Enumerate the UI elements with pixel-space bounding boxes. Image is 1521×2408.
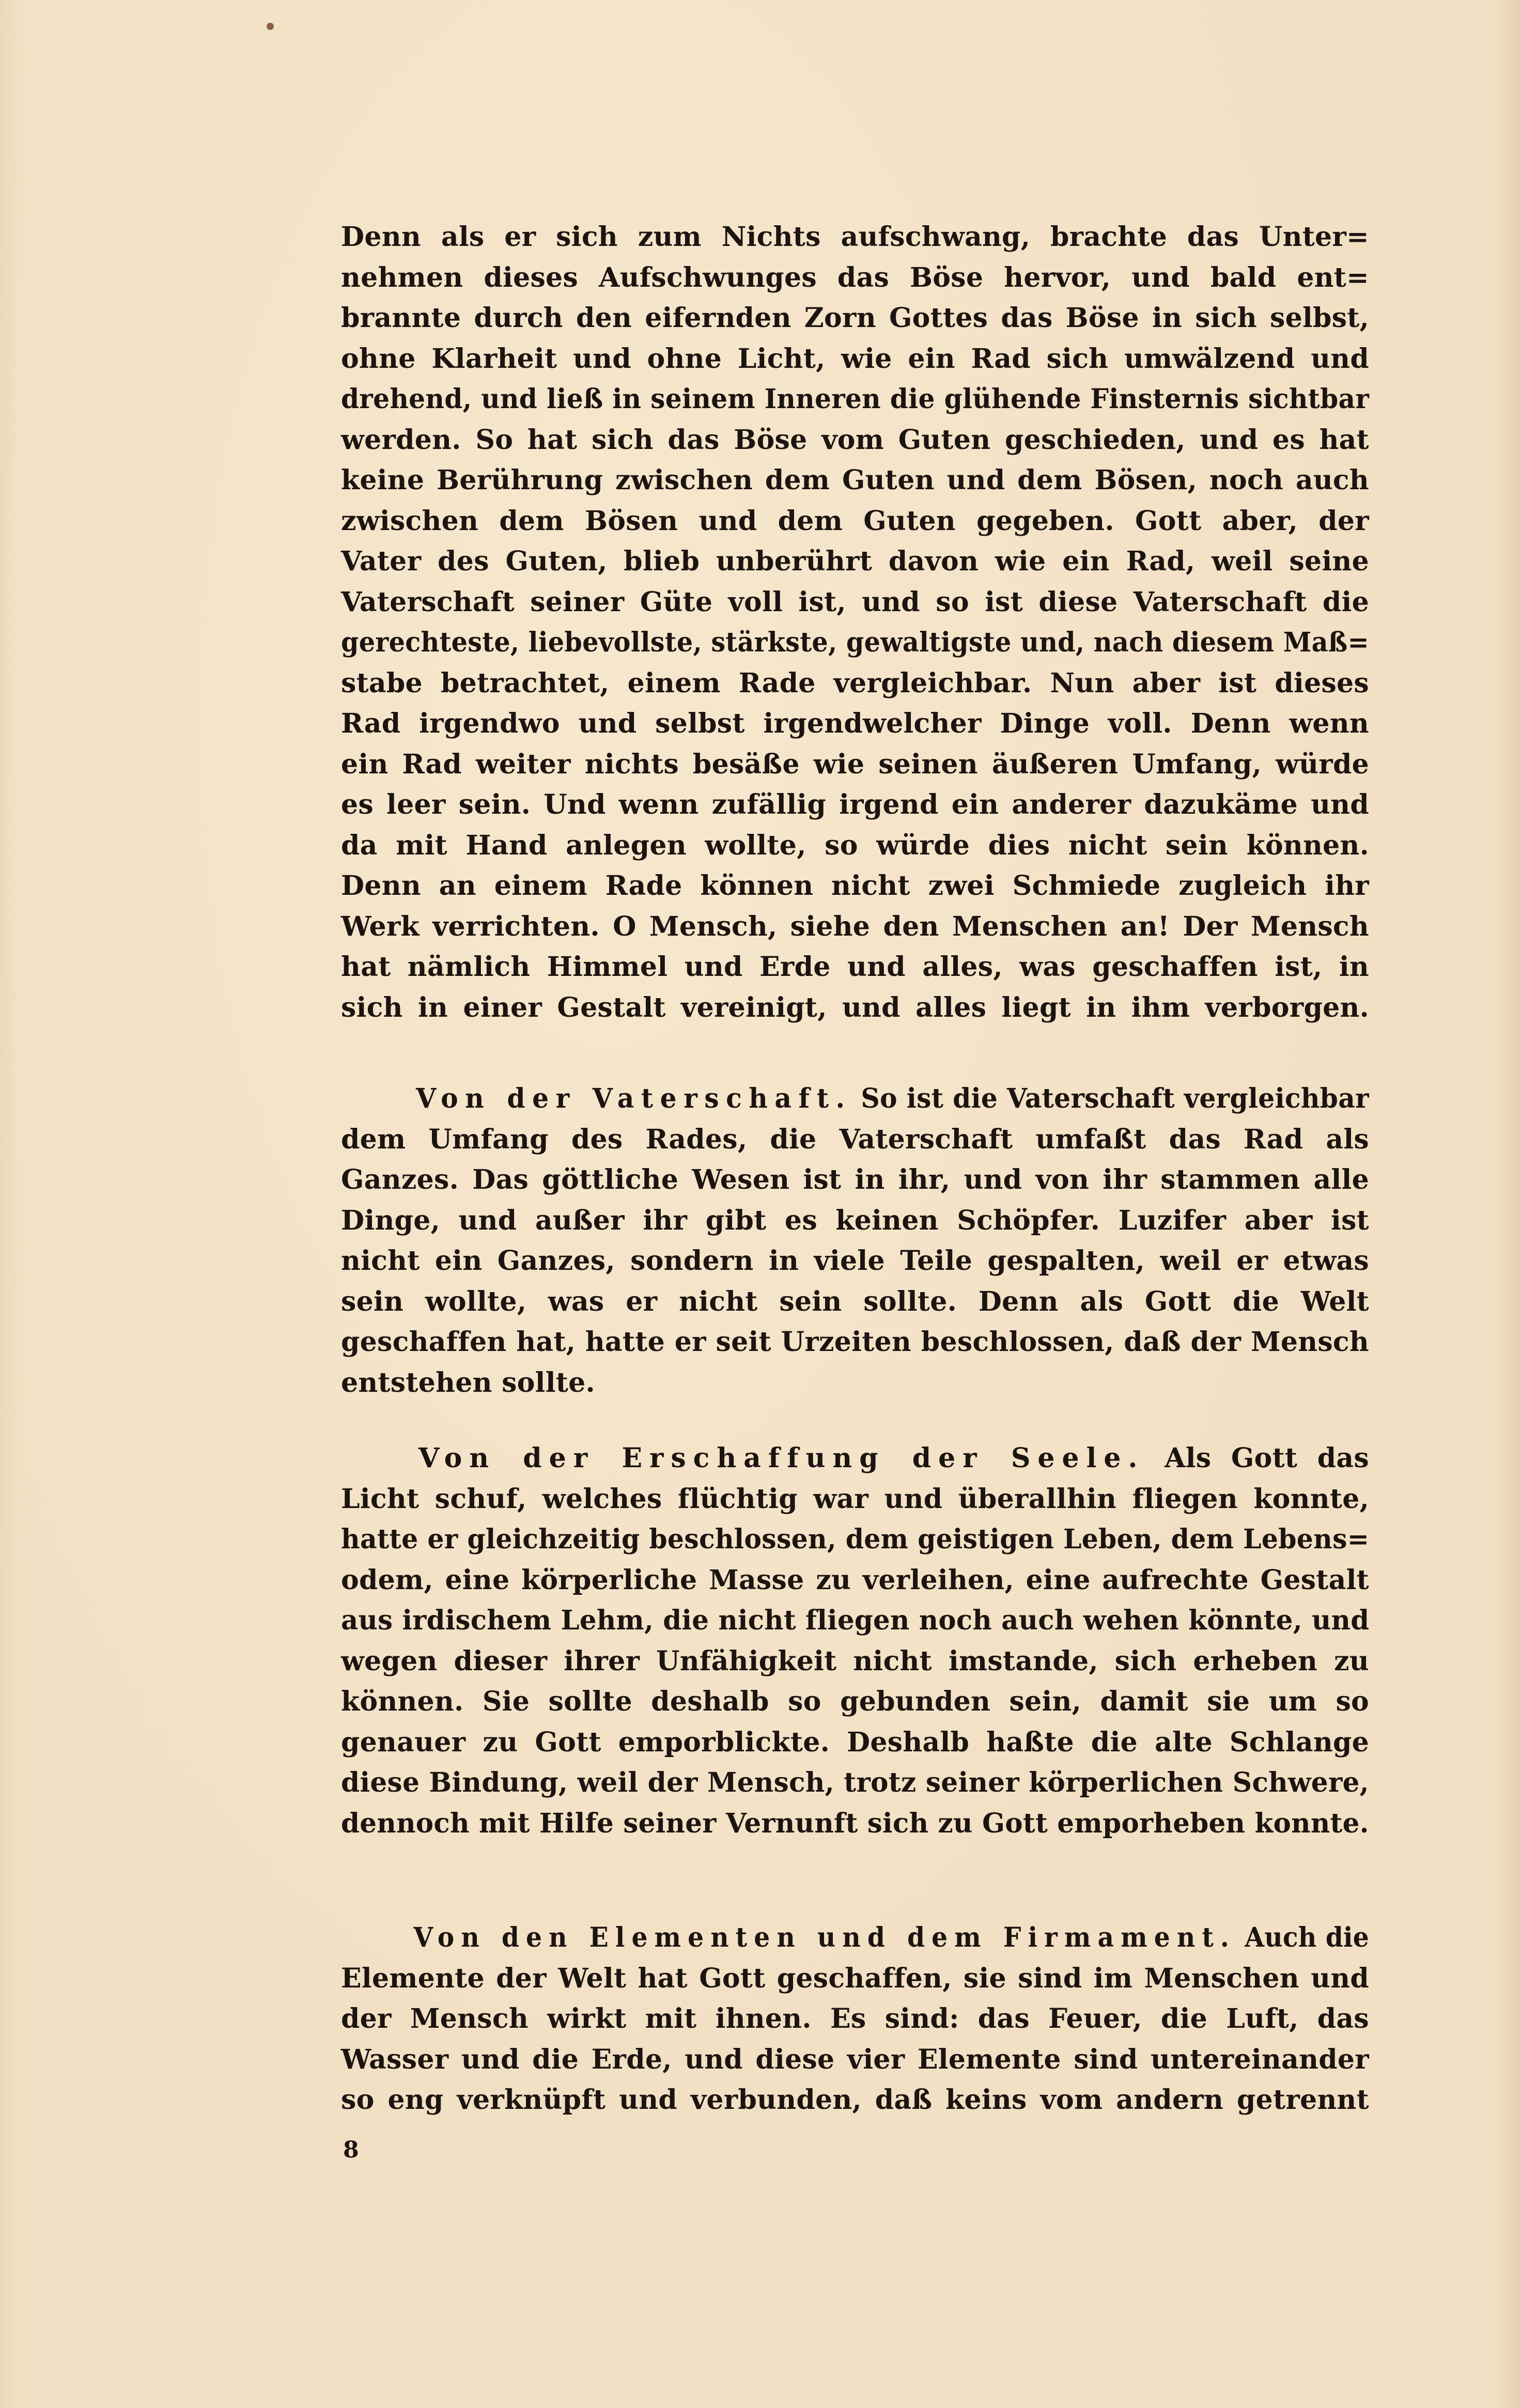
text-line: diese Bindung, weil der Mensch, trotz seiner körperlichen Schwere, bbox=[341, 1767, 1369, 1798]
text-line: nehmen dieses Aufschwunges das Böse hervor, und bald ent= bbox=[341, 261, 1369, 293]
text-line: zwischen dem Bösen und dem Guten gegeben. Gott aber, der bbox=[341, 505, 1369, 537]
text-line: hatte er gleichzeitig beschlossen, dem geistigen Leben, dem Lebens= bbox=[341, 1524, 1370, 1555]
heading-line-rest: So ist die Vaterschaft vergleichbar bbox=[861, 1083, 1369, 1114]
text-line: Werk verrichten. O Mensch, siehe den Menschen an! Der Mensch bbox=[341, 910, 1369, 942]
paragraph-erschaffung-seele bbox=[341, 1438, 1369, 1844]
text-line bbox=[341, 1079, 1369, 1120]
section-heading: Von der Erschaffung der Seele. bbox=[418, 1442, 1145, 1474]
text-line: Denn als er sich zum Nichts aufschwang, brachte das Unter= bbox=[341, 221, 1369, 253]
text-line: geschaffen hat, hatte er seit Urzeiten beschlossen, daß der Mensch bbox=[341, 1326, 1369, 1358]
text-line bbox=[341, 1918, 1369, 1959]
text-line: der Mensch wirkt mit ihnen. Es sind: das Feuer, die Luft, das bbox=[341, 2003, 1369, 2034]
text-line: wegen dieser ihrer Unfähigkeit nicht imstande, sich erheben zu bbox=[341, 1645, 1369, 1677]
text-line: da mit Hand anlegen wollte, so würde dies nicht sein können. bbox=[341, 829, 1369, 861]
text-line: ein Rad weiter nichts besäße wie seinen äußeren Umfang, würde bbox=[341, 748, 1369, 780]
text-line: können. Sie sollte deshalb so gebunden sein, damit sie um so bbox=[341, 1686, 1369, 1717]
text-line: dem Umfang des Rades, die Vaterschaft umfaßt das Rad als bbox=[341, 1123, 1369, 1155]
text-line: ohne Klarheit und ohne Licht, wie ein Rad sich umwälzend und bbox=[341, 343, 1369, 375]
paragraph-vaterschaft bbox=[341, 1079, 1369, 1403]
text-line: nicht ein Ganzes, sondern in viele Teile gespalten, weil er etwas bbox=[341, 1245, 1369, 1277]
text-line: Vater des Guten, blieb unberührt davon wie ein Rad, weil seine bbox=[341, 546, 1369, 577]
text-line: so eng verknüpft und verbunden, daß keins vom andern getrennt bbox=[341, 2084, 1369, 2116]
text-line: drehend, und ließ in seinem Inneren die glühende Finsternis sichtbar bbox=[341, 383, 1370, 415]
text-line: aus irdischem Lehm, die nicht fliegen noch auch wehen könnte, und bbox=[341, 1605, 1370, 1636]
text-line: werden. So hat sich das Böse vom Guten geschieden, und es hat bbox=[341, 424, 1369, 456]
heading-line-rest: Als Gott das bbox=[1165, 1442, 1370, 1474]
text-line: keine Berührung zwischen dem Guten und dem Bösen, noch auch bbox=[341, 464, 1369, 496]
text-line: Ganzes. Das göttliche Wesen ist in ihr, und von ihr stammen alle bbox=[341, 1164, 1369, 1195]
text-line: es leer sein. Und wenn zufällig irgend ein anderer dazukäme und bbox=[341, 789, 1369, 820]
text-line: Wasser und die Erde, und diese vier Elemente sind untereinander bbox=[341, 2043, 1369, 2075]
text-line: Rad irgendwo und selbst irgendwelcher Dinge voll. Denn wenn bbox=[341, 708, 1369, 739]
paragraph-elemente-firmament bbox=[341, 1918, 1369, 2121]
text-line: hat nämlich Himmel und Erde und alles, was geschaffen ist, in bbox=[341, 951, 1369, 983]
text-line: Denn an einem Rade können nicht zwei Schmiede zugleich ihr bbox=[341, 870, 1369, 902]
section-heading: Von der Vaterschaft. bbox=[416, 1083, 852, 1114]
paragraph-1 bbox=[341, 217, 1369, 1028]
paper-speck bbox=[267, 23, 274, 30]
text-line: brannte durch den eifernden Zorn Gottes das Böse in sich selbst, bbox=[341, 302, 1369, 334]
section-heading: Von den Elementen und dem Firmament. bbox=[413, 1922, 1236, 1953]
text-line: odem, eine körperliche Masse zu verleihen, eine aufrechte Gestalt bbox=[341, 1564, 1369, 1596]
text-line bbox=[341, 1438, 1369, 1479]
text-line: Elemente der Welt hat Gott geschaffen, sie sind im Menschen und bbox=[341, 1962, 1369, 1994]
text-line: Licht schuf, welches flüchtig war und überallhin fliegen konnte, bbox=[341, 1483, 1369, 1515]
page-number: 8 bbox=[343, 2137, 359, 2163]
text-line: Vaterschaft seiner Güte voll ist, und so ist diese Vaterschaft die bbox=[341, 586, 1369, 618]
text-line: dennoch mit Hilfe seiner Vernunft sich zu Gott emporheben konnte. bbox=[341, 1807, 1369, 1839]
heading-line-rest: Auch die bbox=[1245, 1922, 1370, 1953]
text-line: gerechteste, liebevollste, stärkste, gewaltigste und, nach diesem Maß= bbox=[341, 627, 1370, 658]
text-line: genauer zu Gott emporblickte. Deshalb haßte die alte Schlange bbox=[341, 1726, 1369, 1758]
text-line: Dinge, und außer ihr gibt es keinen Schöpfer. Luzifer aber ist bbox=[341, 1204, 1369, 1236]
text-line: stabe betrachtet, einem Rade vergleichbar. Nun aber ist dieses bbox=[341, 667, 1369, 699]
text-line: sein wollte, was er nicht sein sollte. Denn als Gott die Welt bbox=[341, 1285, 1369, 1317]
text-line: entstehen sollte. bbox=[341, 1366, 595, 1399]
text-line: sich in einer Gestalt vereinigt, und alles liegt in ihm verborgen. bbox=[341, 991, 1369, 1023]
